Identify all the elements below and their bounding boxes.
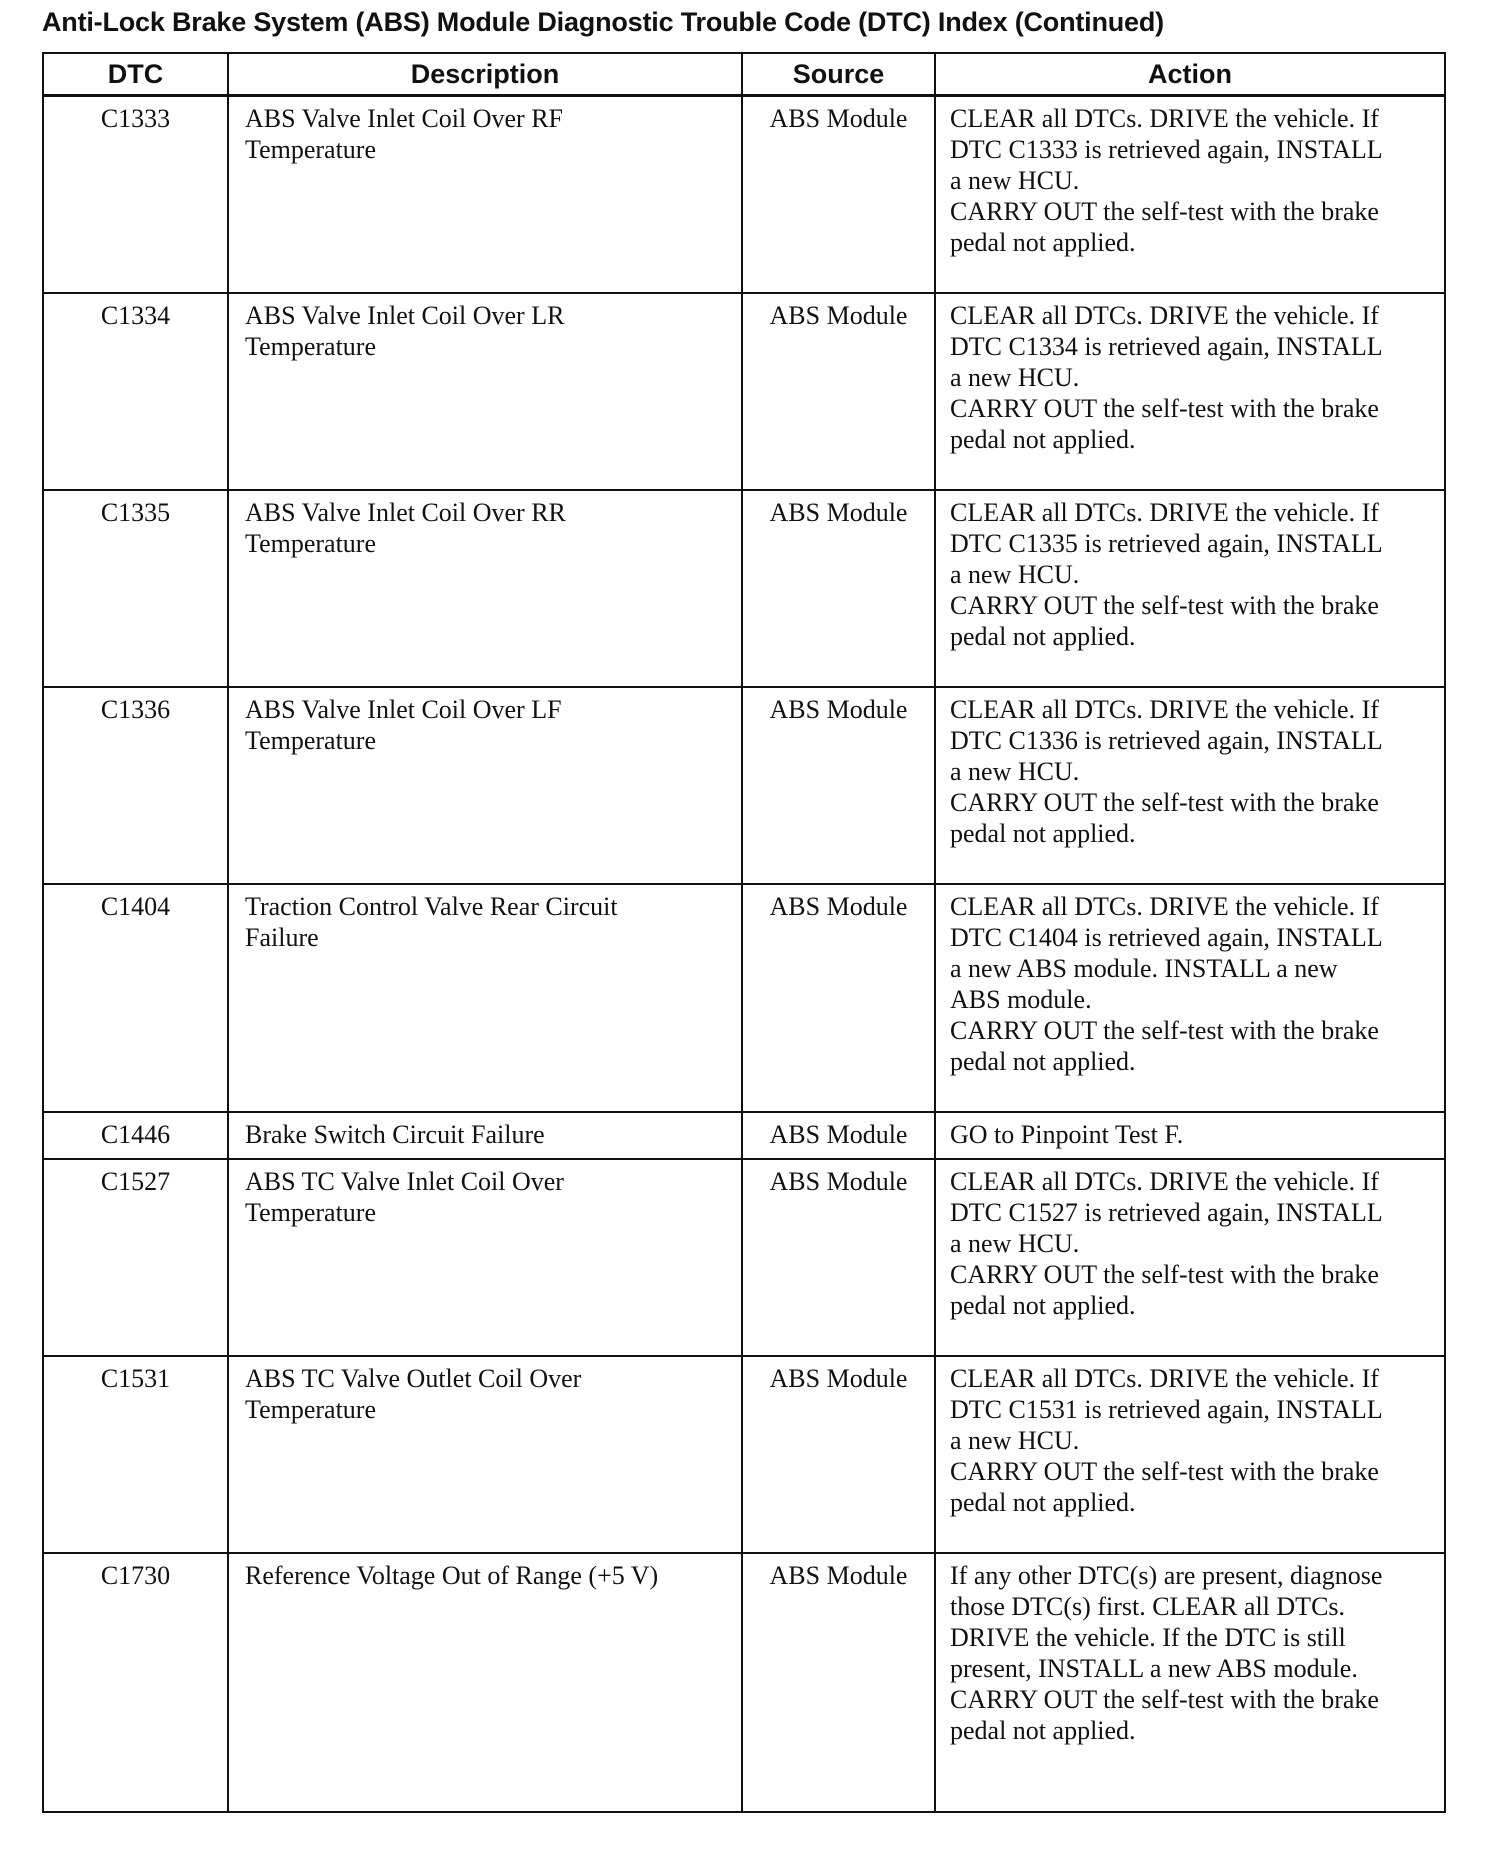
source-cell: ABS Module bbox=[742, 1112, 935, 1159]
description-cell: ABS TC Valve Outlet Coil Over Temperature bbox=[228, 1356, 742, 1553]
action-cell: If any other DTC(s) are present, diagnose those DTC(s) first. CLEAR all DTCs. DRIVE the vehicle. If the DTC is still present, INSTALL a new ABS module. CARRY OUT the self-test with the brake pedal not applied. bbox=[935, 1553, 1445, 1812]
action-cell: CLEAR all DTCs. DRIVE the vehicle. If DTC C1404 is retrieved again, INSTALL a new ABS module. INSTALL a new ABS module. CARRY OUT the self-test with the brake pedal not applied. bbox=[935, 884, 1445, 1112]
header-description: Description bbox=[228, 53, 742, 96]
header-action: Action bbox=[935, 53, 1445, 96]
description-cell: ABS Valve Inlet Coil Over RR Temperature bbox=[228, 490, 742, 687]
action-cell: GO to Pinpoint Test F. bbox=[935, 1112, 1445, 1159]
dtc-cell: C1730 bbox=[43, 1553, 228, 1812]
description-cell: ABS Valve Inlet Coil Over LF Temperature bbox=[228, 687, 742, 884]
source-cell: ABS Module bbox=[742, 96, 935, 293]
description-cell: Brake Switch Circuit Failure bbox=[228, 1112, 742, 1159]
table-row bbox=[43, 687, 1445, 884]
dtc-cell: C1404 bbox=[43, 884, 228, 1112]
dtc-cell: C1334 bbox=[43, 293, 228, 490]
header-dtc: DTC bbox=[43, 53, 228, 96]
source-cell: ABS Module bbox=[742, 884, 935, 1112]
table-row bbox=[43, 1159, 1445, 1356]
dtc-cell: C1335 bbox=[43, 490, 228, 687]
action-cell: CLEAR all DTCs. DRIVE the vehicle. If DTC C1527 is retrieved again, INSTALL a new HCU. CARRY OUT the self-test with the brake pedal not applied. bbox=[935, 1159, 1445, 1356]
dtc-index-table bbox=[42, 52, 1446, 1813]
table-row bbox=[43, 96, 1445, 293]
source-cell: ABS Module bbox=[742, 1159, 935, 1356]
action-cell: CLEAR all DTCs. DRIVE the vehicle. If DTC C1335 is retrieved again, INSTALL a new HCU. CARRY OUT the self-test with the brake pedal not applied. bbox=[935, 490, 1445, 687]
action-cell: CLEAR all DTCs. DRIVE the vehicle. If DTC C1333 is retrieved again, INSTALL a new HCU. CARRY OUT the self-test with the brake pedal not applied. bbox=[935, 96, 1445, 293]
source-cell: ABS Module bbox=[742, 1553, 935, 1812]
source-cell: ABS Module bbox=[742, 490, 935, 687]
dtc-cell: C1333 bbox=[43, 96, 228, 293]
dtc-cell: C1446 bbox=[43, 1112, 228, 1159]
action-cell: CLEAR all DTCs. DRIVE the vehicle. If DTC C1531 is retrieved again, INSTALL a new HCU. CARRY OUT the self-test with the brake pedal not applied. bbox=[935, 1356, 1445, 1553]
dtc-cell: C1336 bbox=[43, 687, 228, 884]
source-cell: ABS Module bbox=[742, 1356, 935, 1553]
page-title: Anti-Lock Brake System (ABS) Module Diagnostic Trouble Code (DTC) Index (Continued) bbox=[42, 7, 1164, 37]
table-row bbox=[43, 1553, 1445, 1812]
action-cell: CLEAR all DTCs. DRIVE the vehicle. If DTC C1336 is retrieved again, INSTALL a new HCU. CARRY OUT the self-test with the brake pedal not applied. bbox=[935, 687, 1445, 884]
table-row bbox=[43, 1356, 1445, 1553]
description-cell: Traction Control Valve Rear Circuit Failure bbox=[228, 884, 742, 1112]
table-row bbox=[43, 490, 1445, 687]
source-cell: ABS Module bbox=[742, 293, 935, 490]
table-header-row bbox=[43, 53, 1445, 96]
dtc-cell: C1527 bbox=[43, 1159, 228, 1356]
table-row bbox=[43, 293, 1445, 490]
description-cell: Reference Voltage Out of Range (+5 V) bbox=[228, 1553, 742, 1812]
table-row bbox=[43, 1112, 1445, 1159]
source-cell: ABS Module bbox=[742, 687, 935, 884]
description-cell: ABS Valve Inlet Coil Over LR Temperature bbox=[228, 293, 742, 490]
dtc-cell: C1531 bbox=[43, 1356, 228, 1553]
description-cell: ABS TC Valve Inlet Coil Over Temperature bbox=[228, 1159, 742, 1356]
header-source: Source bbox=[742, 53, 935, 96]
action-cell: CLEAR all DTCs. DRIVE the vehicle. If DTC C1334 is retrieved again, INSTALL a new HCU. CARRY OUT the self-test with the brake pedal not applied. bbox=[935, 293, 1445, 490]
description-cell: ABS Valve Inlet Coil Over RF Temperature bbox=[228, 96, 742, 293]
table-row bbox=[43, 884, 1445, 1112]
